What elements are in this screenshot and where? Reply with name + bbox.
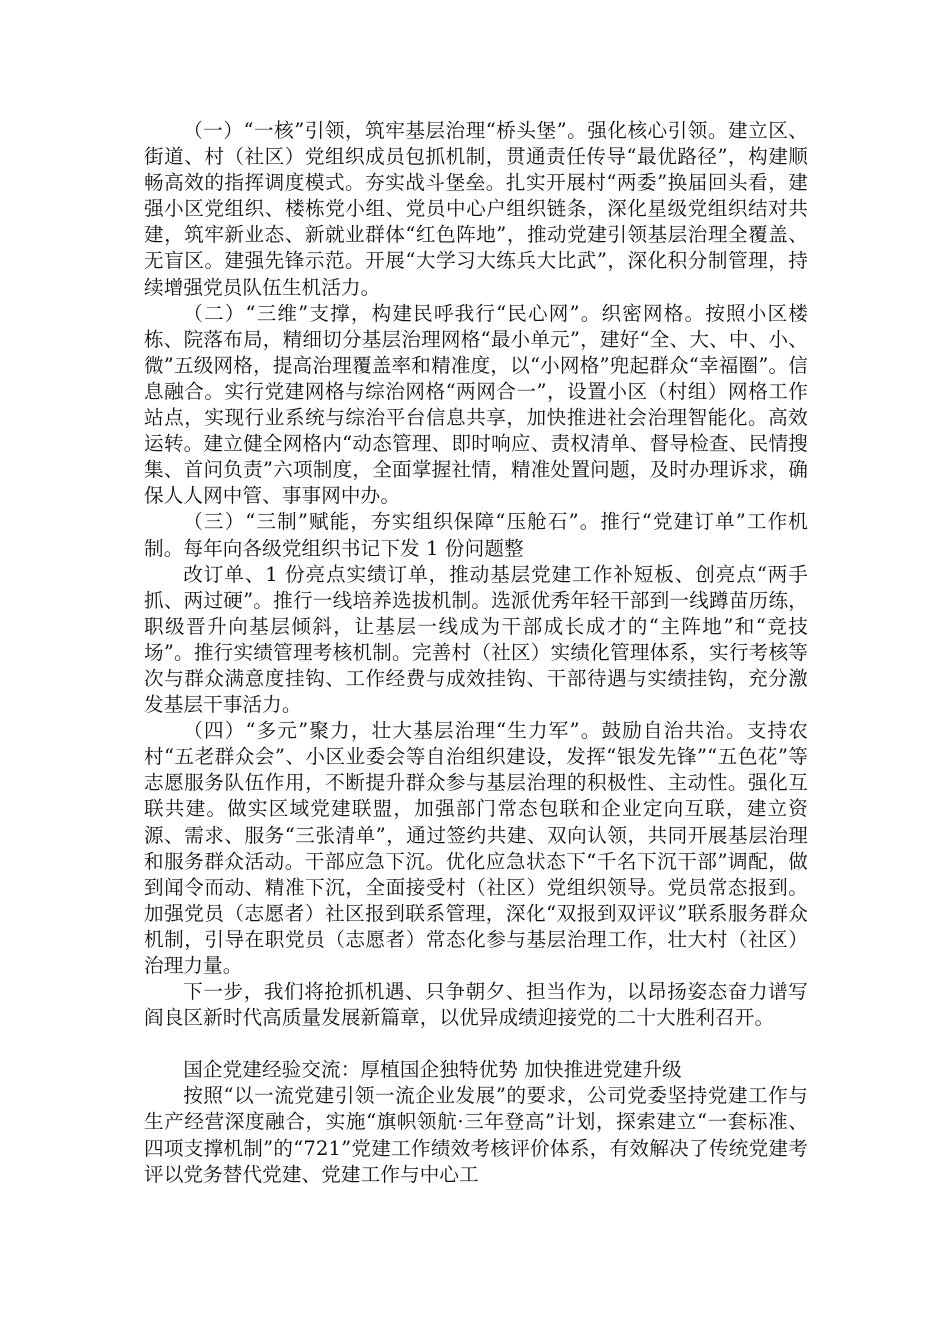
article-title: 国企党建经验交流：厚植国企独特优势 加快推进党建升级 (183, 1058, 682, 1082)
paragraph-section-1: （一）“一核”引领，筑牢基层治理“桥头堡”。强化核心引领。建立区、街道、村（社区）党组织成员包抓机制，贯通责任传导“最优路径”，构建顺畅高效的指挥调度模式。夯实战斗堡垒。扎实开展村“两委”换届回头看，建强小区党组织、楼栋党小组、党员中心户组织链条，深化星级党组织结对共建，筑牢新业态、新就业群体“红色阵地”，推动党建引领基层治理全覆盖、无盲区。建强先锋示范。开展“大学习大练兵大比武”，深化积分制管理，持续增强党员队伍生机活力。 (144, 119, 808, 299)
paragraph-section-3-continued: 改订单、1 份亮点实绩订单，推动基层党建工作补短板、创亮点“两手抓、两过硬”。推行一线培养选拔机制。选派优秀年轻干部到一线蹲苗历练，职级晋升向基层倾斜，让基层一线成为干部成长成才的“主阵地”和“竞技场”。推行实绩管理考核机制。完善村（社区）实绩化管理体系，实行考核等次与群众满意度挂钩、工作经费与成效挂钩、干部待遇与实绩挂钩，充分激发基层干事活力。 (144, 562, 808, 717)
paragraph-next-step: 下一步，我们将抢抓机遇、只争朝夕、担当作为，以昂扬姿态奋力谱写阎良区新时代高质量发展新篇章，以优异成绩迎接党的二十大胜利召开。 (144, 980, 808, 1030)
paragraph-section-2: （二）“三维”支撑，构建民呼我行“民心网”。织密网格。按照小区楼栋、院落布局，精细切分基层治理网格“最小单元”，建好“全、大、中、小、微”五级网格，提高治理覆盖率和精准度，以“小网格”兜起群众“幸福圈”。信息融合。实行党建网格与综治网格“两网合一”，设置小区（村组）网格工作站点，实现行业系统与综治平台信息共享，加快推进社会治理智能化。高效运转。建立健全网格内“动态管理、即时响应、责权清单、督导检查、民情搜集、首问负责”六项制度，全面掌握社情，精准处置问题，及时办理诉求，确保人人网中管、事事网中办。 (144, 301, 808, 508)
section-spacer (144, 1031, 808, 1057)
paragraph-section-3: （三）“三制”赋能，夯实组织保障“压舱石”。推行“党建订单”工作机制。每年向各级党组织书记下发 1 份问题整 (144, 510, 808, 560)
document-body (144, 118, 808, 1188)
paragraph-section-4: （四）“多元”聚力，壮大基层治理“生力军”。鼓励自治共治。支持农村“五老群众会”、小区业委会等自治组织建设，发挥“银发先锋”“五色花”等志愿服务队伍作用，不断提升群众参与基层治理的积极性、主动性。强化互联共建。做实区域党建联盟，加强部门常态包联和企业定向互联，建立资源、需求、服务“三张清单”，通过签约共建、双向认领，共同开展基层治理和服务群众活动。干部应急下沉。优化应急状态下“千名下沉干部”调配，做到闻令而动、精准下沉，全面接受村（社区）党组织领导。党员常态报到。加强党员（志愿者）社区报到联系管理，深化“双报到双评议”联系服务群众机制，引导在职党员（志愿者）常态化参与基层治理工作，壮大村（社区）治理力量。 (144, 719, 808, 977)
article-paragraph-1: 按照“以一流党建引领一流企业发展”的要求，公司党委坚持党建工作与生产经营深度融合，实施“旗帜领航·三年登高”计划，探索建立“一套标准、四项支撑机制”的“721”党建工作绩效考核评价体系，有效解决了传统党建考评以党务替代党建、党建工作与中心工 (144, 1084, 808, 1186)
